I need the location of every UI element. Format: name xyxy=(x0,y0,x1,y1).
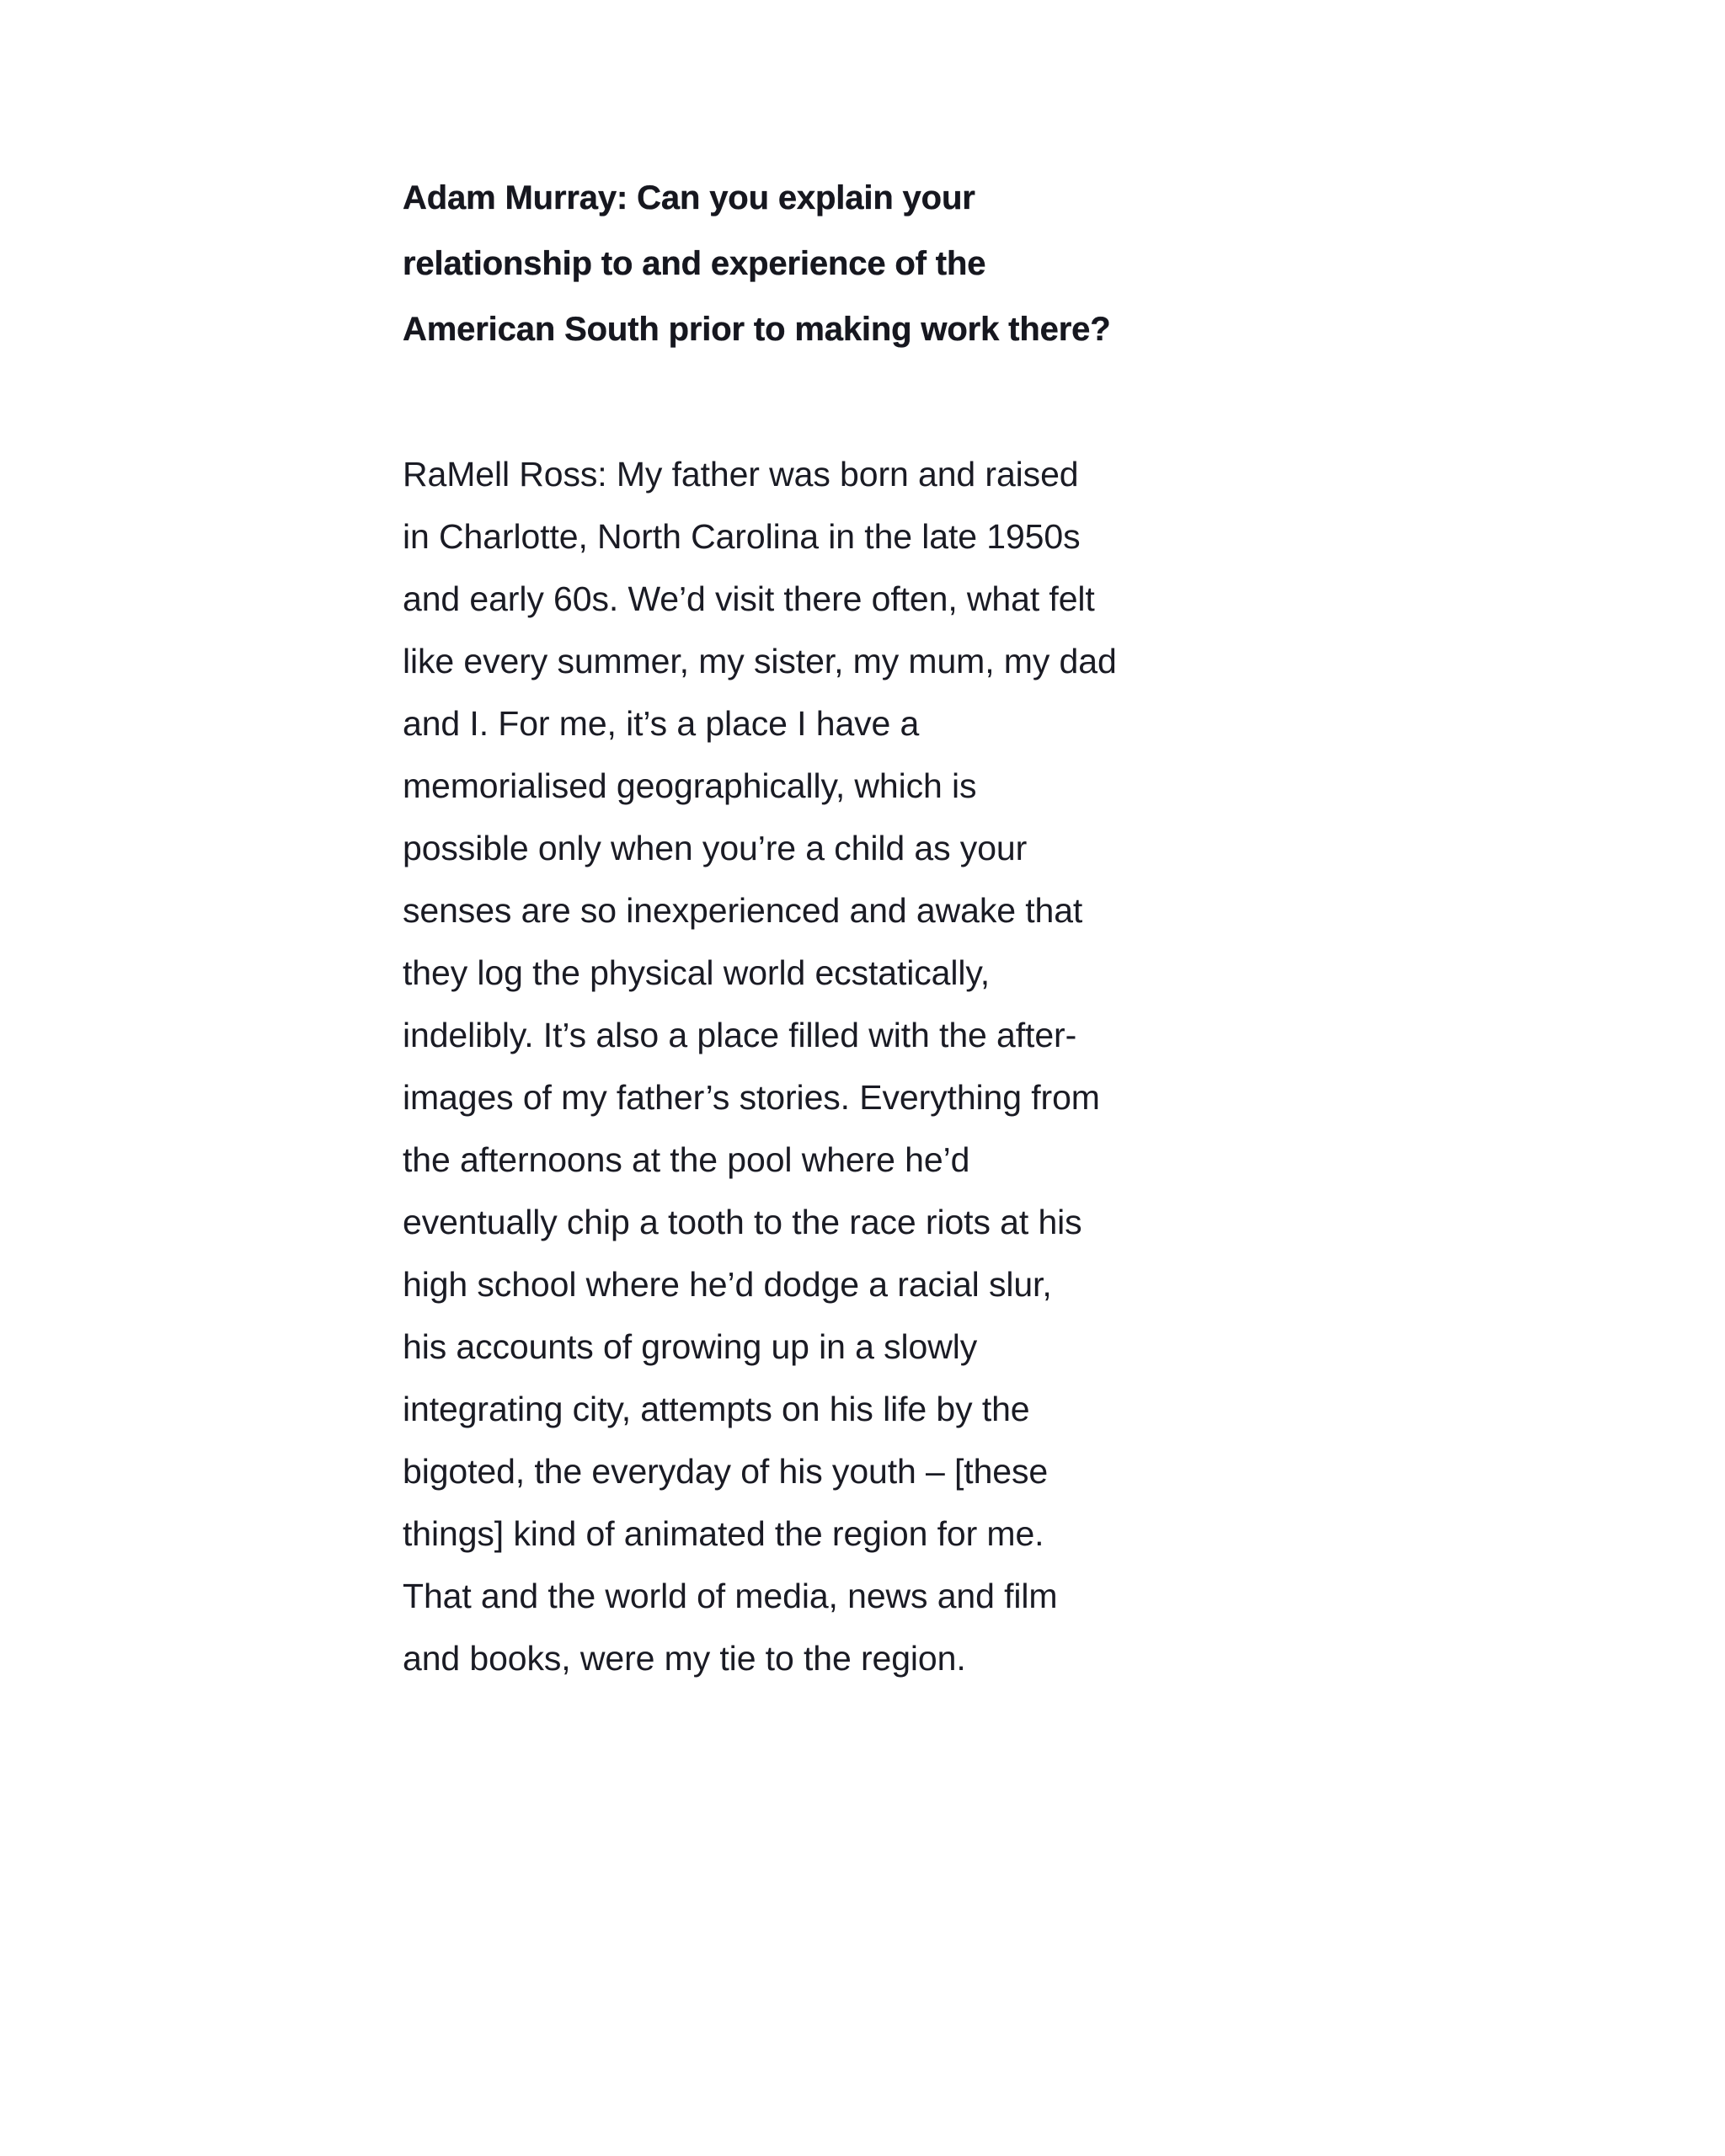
answer-line-19: That and the world of media, news and film xyxy=(403,1577,1058,1615)
answer-line-13: eventually chip a tooth to the race riots at his xyxy=(403,1203,1082,1241)
text-column xyxy=(403,165,1304,1689)
answer-line-12: the afternoons at the pool where he’d xyxy=(403,1140,970,1179)
answer-line-9: they log the physical world ecstatically, xyxy=(403,953,991,992)
question-line-2: relationship to and experience of the xyxy=(403,245,986,282)
question-line-1: Adam Murray: Can you explain your xyxy=(403,179,975,216)
answer-line-7: possible only when you’re a child as your xyxy=(403,829,1028,867)
answer-line-20: and books, were my tie to the region. xyxy=(403,1639,966,1678)
question-line-3: American South prior to making work there? xyxy=(403,311,1111,348)
interview-answer xyxy=(403,443,1304,1689)
interview-question xyxy=(403,165,1304,362)
answer-line-8: senses are so inexperienced and awake that xyxy=(403,891,1083,930)
answer-line-11: images of my father’s stories. Everything from xyxy=(403,1078,1100,1117)
answer-line-14: high school where he’d dodge a racial slur, xyxy=(403,1265,1052,1304)
answer-line-17: bigoted, the everyday of his youth – [these xyxy=(403,1452,1049,1491)
answer-line-18: things] kind of animated the region for me. xyxy=(403,1514,1044,1553)
answer-line-6: memorialised geographically, which is xyxy=(403,766,977,805)
answer-line-3: and early 60s. We’d visit there often, what felt xyxy=(403,579,1095,618)
answer-line-10: indelibly. It’s also a place filled with the after- xyxy=(403,1016,1077,1054)
answer-line-15: his accounts of growing up in a slowly xyxy=(403,1327,978,1366)
answer-line-4: like every summer, my sister, my mum, my dad xyxy=(403,642,1117,680)
answer-line-5: and I. For me, it’s a place I have a xyxy=(403,704,920,743)
answer-line-1: RaMell Ross: My father was born and raised xyxy=(403,455,1079,494)
answer-line-2: in Charlotte, North Carolina in the late 1950s xyxy=(403,517,1081,556)
answer-line-16: integrating city, attempts on his life by the xyxy=(403,1390,1030,1428)
